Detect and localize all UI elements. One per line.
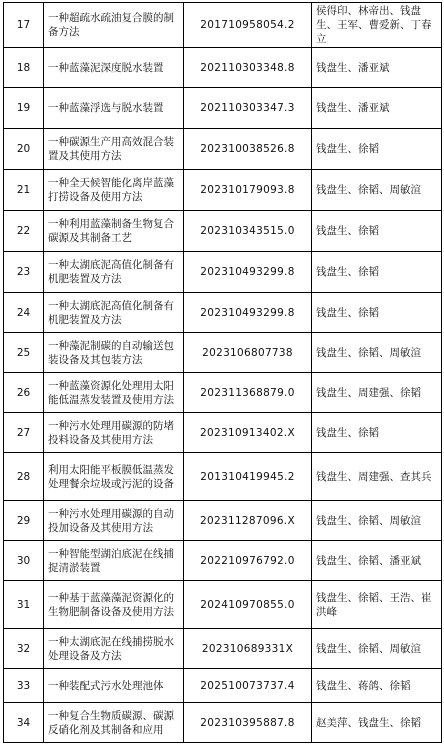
- table-row: [4, 413, 442, 453]
- patent-name: 一种蓝藻资源化处理用太阳能低温蒸发装置及使用方法: [44, 373, 184, 413]
- table-row: [4, 629, 442, 669]
- inventors: 钱盘生、徐韬: [312, 211, 442, 252]
- row-number: 31: [4, 581, 44, 629]
- row-number: 23: [4, 252, 44, 293]
- patent-name: 一种利用蓝藻制备生物复合碳源及其制备工艺: [44, 211, 184, 252]
- table-row: [4, 501, 442, 541]
- patent-number: 202210976792.0: [184, 541, 312, 581]
- inventors: 钱盘生、徐韬、周敏渲: [312, 333, 442, 373]
- row-number: 21: [4, 170, 44, 211]
- inventors: 钱盘生、潘亚斌: [312, 48, 442, 88]
- table-row: [4, 669, 442, 703]
- patent-name: 一种污水处理用碳源的自动投加设备及其使用方法: [44, 501, 184, 541]
- row-number: 28: [4, 453, 44, 501]
- table-row: [4, 333, 442, 373]
- inventors: 钱盘生、周建强、徐韬: [312, 373, 442, 413]
- inventors: 钱盘生、徐韬: [312, 413, 442, 453]
- patent-number: 202310493299.8: [184, 252, 312, 293]
- patent-name: 一种太湖底泥高值化制备有机肥装置及方法: [44, 293, 184, 333]
- row-number: 30: [4, 541, 44, 581]
- table-row: [4, 703, 442, 743]
- table-row: [4, 252, 442, 293]
- inventors: 钱盘生、徐韬: [312, 293, 442, 333]
- patent-name: 一种装配式污水处理池体: [44, 669, 184, 703]
- table-row: [4, 170, 442, 211]
- table-row: [4, 88, 442, 129]
- row-number: 32: [4, 629, 44, 669]
- patent-number: 202310395887.8: [184, 703, 312, 743]
- patent-number: 2023106807738: [184, 333, 312, 373]
- patent-number: 202510073737.4: [184, 669, 312, 703]
- row-number: 22: [4, 211, 44, 252]
- patent-number: 202311368879.0: [184, 373, 312, 413]
- table-row: [4, 541, 442, 581]
- row-number: 25: [4, 333, 44, 373]
- inventors: 侯得印、林帝出、钱盘生、王军、曹爱新、丁春立: [312, 3, 442, 48]
- patent-number: 202310689331X: [184, 629, 312, 669]
- patent-number: 202410970855.0: [184, 581, 312, 629]
- table-row: [4, 3, 442, 48]
- row-number: 33: [4, 669, 44, 703]
- patent-name: 一种复合生物质碳源、碳源反硝化剂及其制备和应用: [44, 703, 184, 743]
- patent-number: 202310343515.0: [184, 211, 312, 252]
- patent-name: 一种藻泥制碳的自动输送包装设备及其包装方法: [44, 333, 184, 373]
- table-row: [4, 211, 442, 252]
- table-row: [4, 293, 442, 333]
- row-number: 18: [4, 48, 44, 88]
- inventors: 钱盘生、徐韬、周敏渲: [312, 170, 442, 211]
- inventors: 钱盘生、徐韬、潘亚斌: [312, 541, 442, 581]
- row-number: 27: [4, 413, 44, 453]
- table-row: [4, 581, 442, 629]
- patent-number: 202310038526.8: [184, 129, 312, 170]
- row-number: 20: [4, 129, 44, 170]
- row-number: 24: [4, 293, 44, 333]
- patent-table: [3, 2, 442, 743]
- patent-name: 一种蓝藻泥深度脱水装置: [44, 48, 184, 88]
- table-row: [4, 453, 442, 501]
- patent-name: 一种碳源生产用高效混合装置及其使用方法: [44, 129, 184, 170]
- inventors: 赵美萍、钱盘生、徐韬: [312, 703, 442, 743]
- inventors: 钱盘生、徐韬、周敏渲: [312, 629, 442, 669]
- patent-number: 202310179093.8: [184, 170, 312, 211]
- patent-name: 利用太阳能平板膜低温蒸发处理餐余垃圾或污泥的设备: [44, 453, 184, 501]
- patent-name: 一种基于蓝藻藻泥资源化的生物肥制备设备及使用方法: [44, 581, 184, 629]
- row-number: 17: [4, 3, 44, 48]
- patent-number: 201710958054.2: [184, 3, 312, 48]
- patent-name: 一种全天候智能化离岸蓝藻打捞设备及使用方法: [44, 170, 184, 211]
- patent-number: 202110303347.3: [184, 88, 312, 129]
- patent-name: 一种超疏水疏油复合膜的制备方法: [44, 3, 184, 48]
- patent-number: 202310493299.8: [184, 293, 312, 333]
- inventors: 钱盘生、徐韬: [312, 252, 442, 293]
- inventors: 钱盘生、周建强、查其兵: [312, 453, 442, 501]
- inventors: 钱盘生、徐韬、王浩、崔洪峰: [312, 581, 442, 629]
- inventors: 钱盘生、徐韬: [312, 129, 442, 170]
- inventors: 钱盘生、蒋鸽、徐韬: [312, 669, 442, 703]
- row-number: 26: [4, 373, 44, 413]
- patent-name: 一种污水处理用碳源的防堵投料设备及其使用方法: [44, 413, 184, 453]
- patent-name: 一种蓝藻浮选与脱水装置: [44, 88, 184, 129]
- table-row: [4, 373, 442, 413]
- patent-number: 201310419945.2: [184, 453, 312, 501]
- patent-name: 一种太湖底泥在线捕捞脱水处理设备及方法: [44, 629, 184, 669]
- table-row: [4, 129, 442, 170]
- row-number: 29: [4, 501, 44, 541]
- patent-number: 202310913402.X: [184, 413, 312, 453]
- inventors: 钱盘生、徐韬、周敏渲: [312, 501, 442, 541]
- patent-name: 一种太湖底泥高值化制备有机肥装置及方法: [44, 252, 184, 293]
- table-row: [4, 48, 442, 88]
- row-number: 34: [4, 703, 44, 743]
- row-number: 19: [4, 88, 44, 129]
- inventors: 钱盘生、潘亚斌: [312, 88, 442, 129]
- patent-number: 202311287096.X: [184, 501, 312, 541]
- patent-name: 一种智能型湖泊底泥在线捕捉清淤装置: [44, 541, 184, 581]
- patent-number: 202110303348.8: [184, 48, 312, 88]
